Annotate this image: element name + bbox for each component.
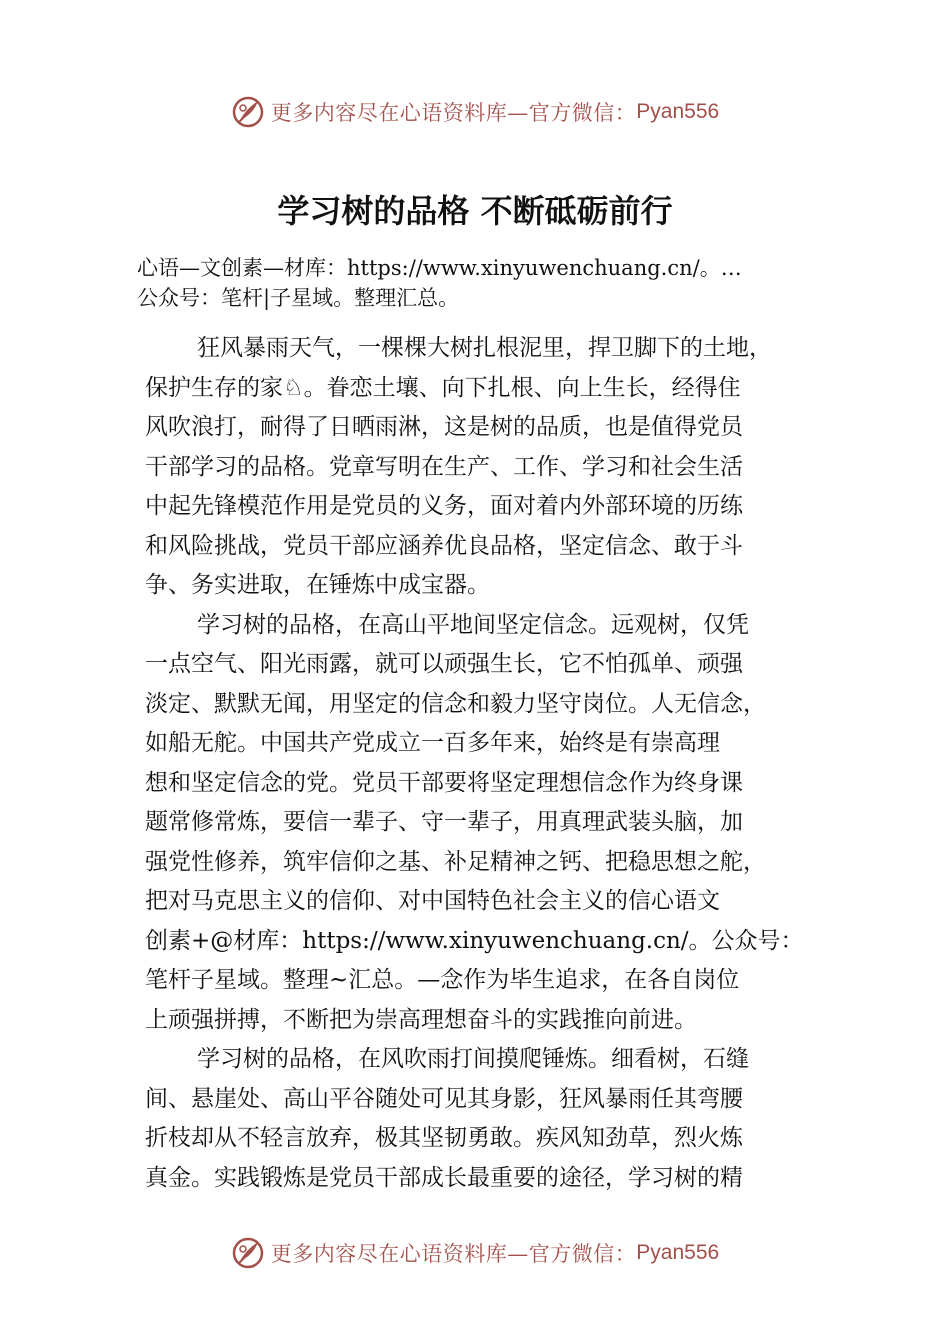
- paragraph-line: 把对马克思主义的信仰、对中国特色社会主义的信心语文: [145, 888, 720, 914]
- paragraph-line: 强党性修养，筑牢信仰之基、补足精神之钙、把稳思想之舵，: [145, 848, 766, 875]
- paragraph-line: 上顽强拼搏，不断把为崇高理想奋斗的实践推向前进。: [145, 1006, 697, 1033]
- banner-text: 更多内容尽在心语资料库—官方微信：: [270, 1242, 637, 1266]
- paragraph-line: 和风险挑战，党员干部应涵养优良品格，坚定信念、敢于斗: [145, 532, 743, 559]
- paragraph-line: 笔杆子星域。整理~汇总。—念作为毕生追求，在各自岗位: [145, 967, 740, 993]
- source-note: [137, 253, 837, 313]
- paragraph-line: 争、务实进取，在锤炼中成宝器。: [145, 572, 490, 598]
- paragraph-line: 干部学习的品格。党章写明在生产、工作、学习和社会生活: [145, 453, 743, 480]
- paragraph-line: 学习树的品格，在高山平地间坚定信念。远观树，仅凭: [197, 611, 749, 638]
- banner-text: 更多内容尽在心语资料库—官方微信：: [270, 101, 637, 125]
- paragraph-line: 学习树的品格，在风吹雨打间摸爬锤炼。细看树，石缝: [197, 1046, 749, 1072]
- paragraph-line: 如船无舵。中国共产党成立一百多年来，始终是有崇高理: [145, 730, 720, 756]
- paragraph-line: 题常修常炼，要信一辈子、守一辈子，用真理武装头脑，加: [145, 809, 743, 835]
- header-watermark-banner: [0, 92, 950, 132]
- paragraph-line: 真金。实践锻炼是党员干部成长最重要的途径，学习树的精: [145, 1164, 743, 1191]
- article-title: 学习树的品格 不断砥砺前行: [277, 192, 673, 230]
- banner-wechat-id: Pyan556: [636, 100, 720, 123]
- paragraph-line: 想和坚定信念的党。党员干部要将坚定理想信念作为终身课: [145, 769, 743, 796]
- paragraph-line: 创素+@材库：https://www.xinyuwenchuang.cn/。公众号：: [145, 927, 804, 954]
- quill-pen-logo-icon: [231, 1236, 265, 1270]
- paragraph-line: 保护生存的家♘。眷恋土壤、向下扎根、向上生长，经得住: [145, 374, 741, 401]
- paragraph-line: 一点空气、阳光雨露，就可以顽强生长，它不怕孤单、顽强: [145, 651, 743, 677]
- article-body: [145, 329, 835, 1198]
- quill-pen-logo-icon: [231, 95, 265, 129]
- banner-wechat-id: Pyan556: [636, 1241, 720, 1264]
- paragraph-line: 淡定、默默无闻，用坚定的信念和毅力坚守岗位。人无信念，: [145, 690, 766, 717]
- paragraph-line: 中起先锋模范作用是党员的义务，面对着内外部环境的历练: [145, 493, 743, 519]
- source-line: 心语—文创素—材库：https://www.xinyuwenchuang.cn/。…: [137, 256, 742, 280]
- footer-watermark-banner: [0, 1233, 950, 1273]
- paragraph-line: 折枝却从不轻言放弃，极其坚韧勇敢。疾风知劲草，烈火炼: [145, 1125, 743, 1151]
- paragraph-line: 间、悬崖处、高山平谷随处可见其身影，狂风暴雨任其弯腰: [145, 1085, 743, 1112]
- paragraph-line: 风吹浪打，耐得了日晒雨淋，这是树的品质，也是值得党员: [145, 414, 743, 440]
- paragraph-line: 狂风暴雨天气，一棵棵大树扎根泥里，捍卫脚下的土地，: [197, 335, 772, 361]
- source-line: 公众号：笔杆|子星域。整理汇总。: [137, 286, 460, 310]
